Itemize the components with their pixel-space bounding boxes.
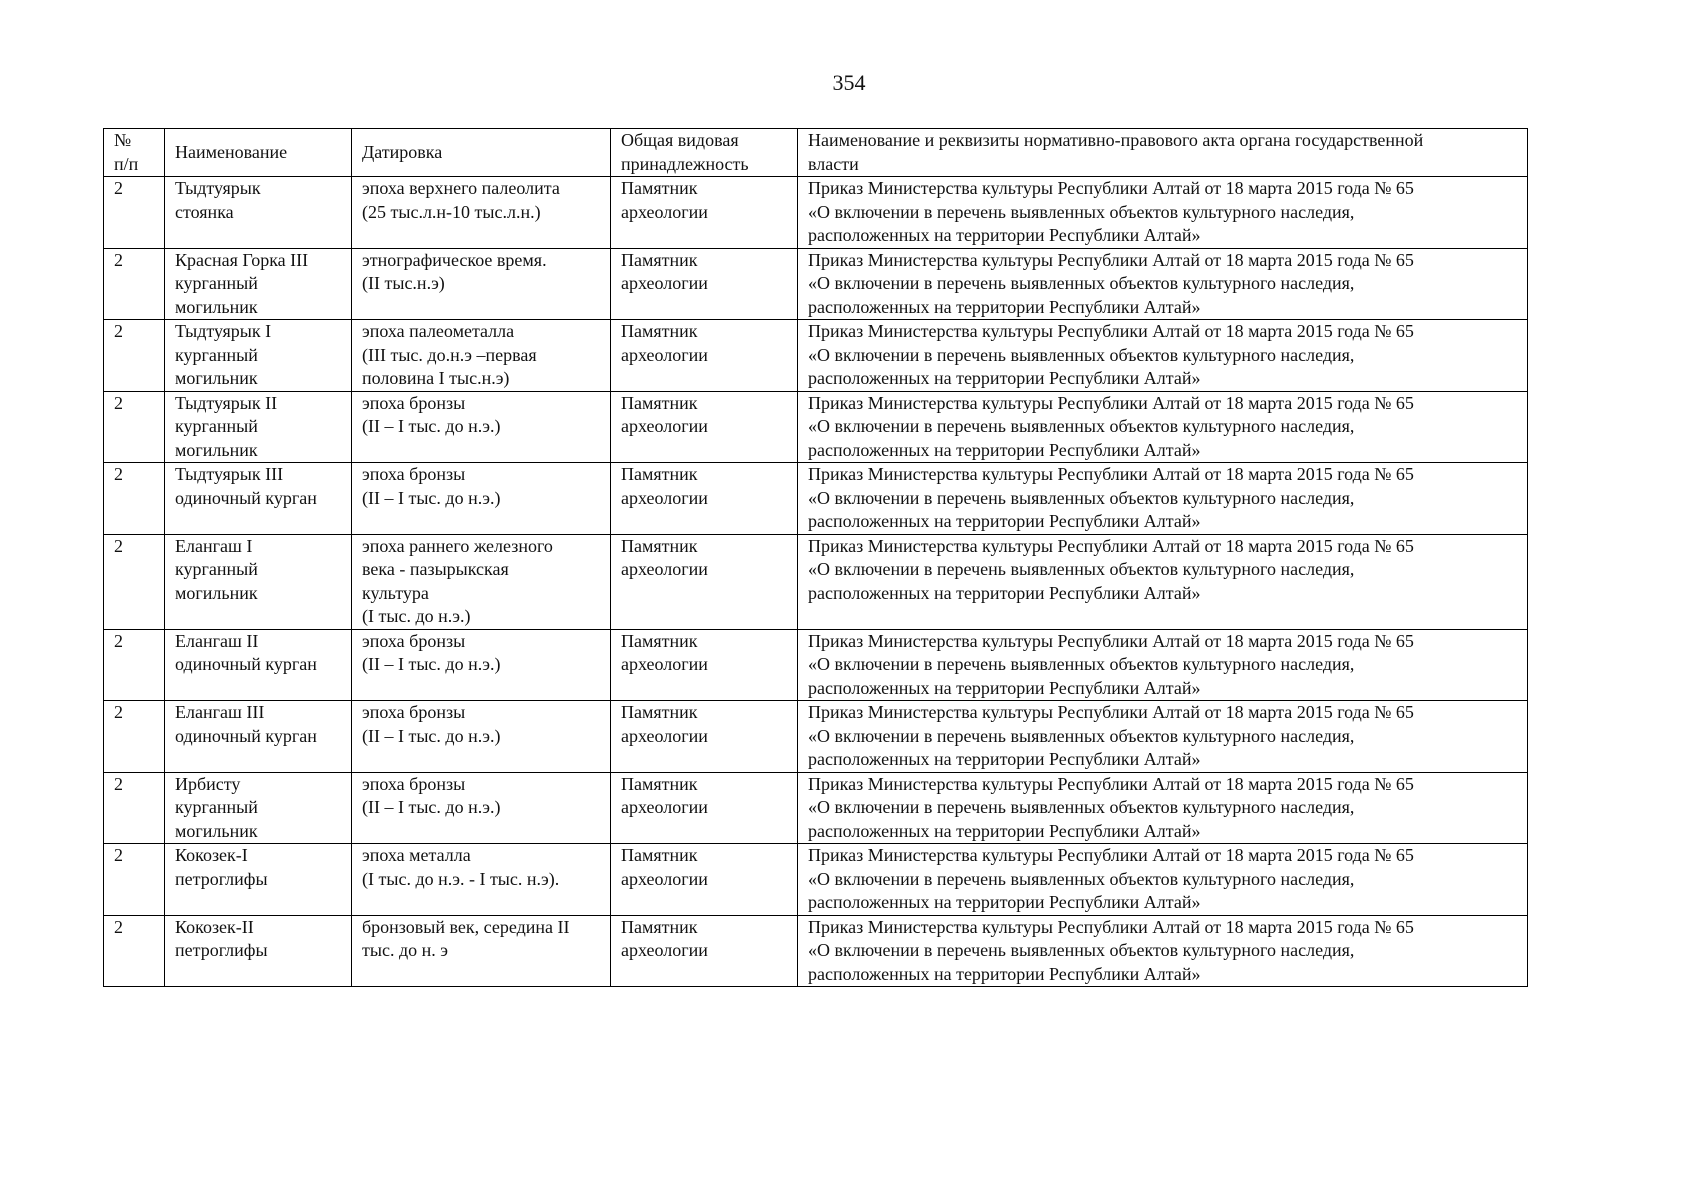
cell-num: 2 (104, 391, 165, 463)
table-row (104, 248, 1528, 320)
cell-type: Памятник археологии (611, 320, 798, 392)
cell-act: Приказ Министерства культуры Республики Алтай от 18 марта 2015 года № 65 «О включении в перечень выявленных объектов культурного наследия, расположенных на территории Республики Алтай» (798, 701, 1528, 773)
cell-num: 2 (104, 248, 165, 320)
cell-num: 2 (104, 534, 165, 629)
cell-type: Памятник археологии (611, 534, 798, 629)
table-row (104, 701, 1528, 773)
cell-dating: эпоха бронзы (II – I тыс. до н.э.) (352, 772, 611, 844)
cell-act: Приказ Министерства культуры Республики Алтай от 18 марта 2015 года № 65 «О включении в перечень выявленных объектов культурного наследия, расположенных на территории Республики Алтай» (798, 177, 1528, 249)
heritage-registry-table (103, 128, 1528, 987)
cell-num: 2 (104, 915, 165, 987)
header-act: Наименование и реквизиты нормативно-правового акта органа государственной власти (798, 129, 1528, 177)
cell-num: 2 (104, 177, 165, 249)
cell-act: Приказ Министерства культуры Республики Алтай от 18 марта 2015 года № 65 «О включении в перечень выявленных объектов культурного наследия, расположенных на территории Республики Алтай» (798, 248, 1528, 320)
table-row (104, 844, 1528, 916)
cell-dating: бронзовый век, середина II тыс. до н. э (352, 915, 611, 987)
cell-name: Тыдтуярык II курганный могильник (165, 391, 352, 463)
cell-name: Кокозек-I петроглифы (165, 844, 352, 916)
cell-dating: эпоха бронзы (II – I тыс. до н.э.) (352, 463, 611, 535)
cell-name: Тыдтуярык I курганный могильник (165, 320, 352, 392)
cell-act: Приказ Министерства культуры Республики Алтай от 18 марта 2015 года № 65 «О включении в перечень выявленных объектов культурного наследия, расположенных на территории Республики Алтай» (798, 915, 1528, 987)
cell-num: 2 (104, 844, 165, 916)
cell-type: Памятник археологии (611, 177, 798, 249)
cell-name: Кокозек-II петроглифы (165, 915, 352, 987)
table-header (104, 129, 1528, 177)
cell-type: Памятник археологии (611, 629, 798, 701)
cell-name: Елангаш III одиночный курган (165, 701, 352, 773)
cell-type: Памятник археологии (611, 248, 798, 320)
cell-act: Приказ Министерства культуры Республики Алтай от 18 марта 2015 года № 65 «О включении в перечень выявленных объектов культурного наследия, расположенных на территории Республики Алтай» (798, 629, 1528, 701)
cell-dating: эпоха бронзы (II – I тыс. до н.э.) (352, 701, 611, 773)
cell-num: 2 (104, 701, 165, 773)
page-number: 354 (832, 70, 866, 95)
cell-type: Памятник археологии (611, 844, 798, 916)
cell-name: Тыдтуярык стоянка (165, 177, 352, 249)
cell-dating: эпоха металла (I тыс. до н.э. - I тыс. н.э). (352, 844, 611, 916)
cell-num: 2 (104, 772, 165, 844)
cell-type: Памятник археологии (611, 391, 798, 463)
cell-type: Памятник археологии (611, 772, 798, 844)
cell-type: Памятник археологии (611, 463, 798, 535)
cell-act: Приказ Министерства культуры Республики Алтай от 18 марта 2015 года № 65 «О включении в перечень выявленных объектов культурного наследия, расположенных на территории Республики Алтай» (798, 463, 1528, 535)
table-row (104, 534, 1528, 629)
cell-name: Красная Горка III курганный могильник (165, 248, 352, 320)
table-row (104, 177, 1528, 249)
cell-type: Памятник археологии (611, 915, 798, 987)
header-name: Наименование (165, 129, 352, 177)
table-row (104, 915, 1528, 987)
cell-name: Тыдтуярык III одиночный курган (165, 463, 352, 535)
cell-act: Приказ Министерства культуры Республики Алтай от 18 марта 2015 года № 65 «О включении в перечень выявленных объектов культурного наследия, расположенных на территории Республики Алтай» (798, 844, 1528, 916)
table-row (104, 772, 1528, 844)
cell-num: 2 (104, 629, 165, 701)
cell-num: 2 (104, 320, 165, 392)
cell-dating: эпоха бронзы (II – I тыс. до н.э.) (352, 391, 611, 463)
cell-name: Елангаш I курганный могильник (165, 534, 352, 629)
cell-name: Елангаш II одиночный курган (165, 629, 352, 701)
cell-dating: эпоха верхнего палеолита (25 тыс.л.н-10 тыс.л.н.) (352, 177, 611, 249)
header-row (104, 129, 1528, 177)
header-dating: Датировка (352, 129, 611, 177)
cell-num: 2 (104, 463, 165, 535)
cell-type: Памятник археологии (611, 701, 798, 773)
table-body (104, 177, 1528, 987)
table-row (104, 391, 1528, 463)
cell-act: Приказ Министерства культуры Республики Алтай от 18 марта 2015 года № 65 «О включении в перечень выявленных объектов культурного наследия, расположенных на территории Республики Алтай» (798, 320, 1528, 392)
cell-dating: эпоха палеометалла (III тыс. до.н.э –первая половина I тыс.н.э) (352, 320, 611, 392)
header-num: № п/п (104, 129, 165, 177)
cell-dating: этнографическое время. (II тыс.н.э) (352, 248, 611, 320)
cell-act: Приказ Министерства культуры Республики Алтай от 18 марта 2015 года № 65 «О включении в перечень выявленных объектов культурного наследия, расположенных на территории Республики Алтай» (798, 534, 1528, 629)
table-row (104, 629, 1528, 701)
cell-act: Приказ Министерства культуры Республики Алтай от 18 марта 2015 года № 65 «О включении в перечень выявленных объектов культурного наследия, расположенных на территории Республики Алтай» (798, 391, 1528, 463)
cell-dating: эпоха раннего железного века - пазырыкская культура (I тыс. до н.э.) (352, 534, 611, 629)
cell-name: Ирбисту курганный могильник (165, 772, 352, 844)
cell-dating: эпоха бронзы (II – I тыс. до н.э.) (352, 629, 611, 701)
header-type: Общая видовая принадлежность (611, 129, 798, 177)
table-row (104, 320, 1528, 392)
table-row (104, 463, 1528, 535)
cell-act: Приказ Министерства культуры Республики Алтай от 18 марта 2015 года № 65 «О включении в перечень выявленных объектов культурного наследия, расположенных на территории Республики Алтай» (798, 772, 1528, 844)
